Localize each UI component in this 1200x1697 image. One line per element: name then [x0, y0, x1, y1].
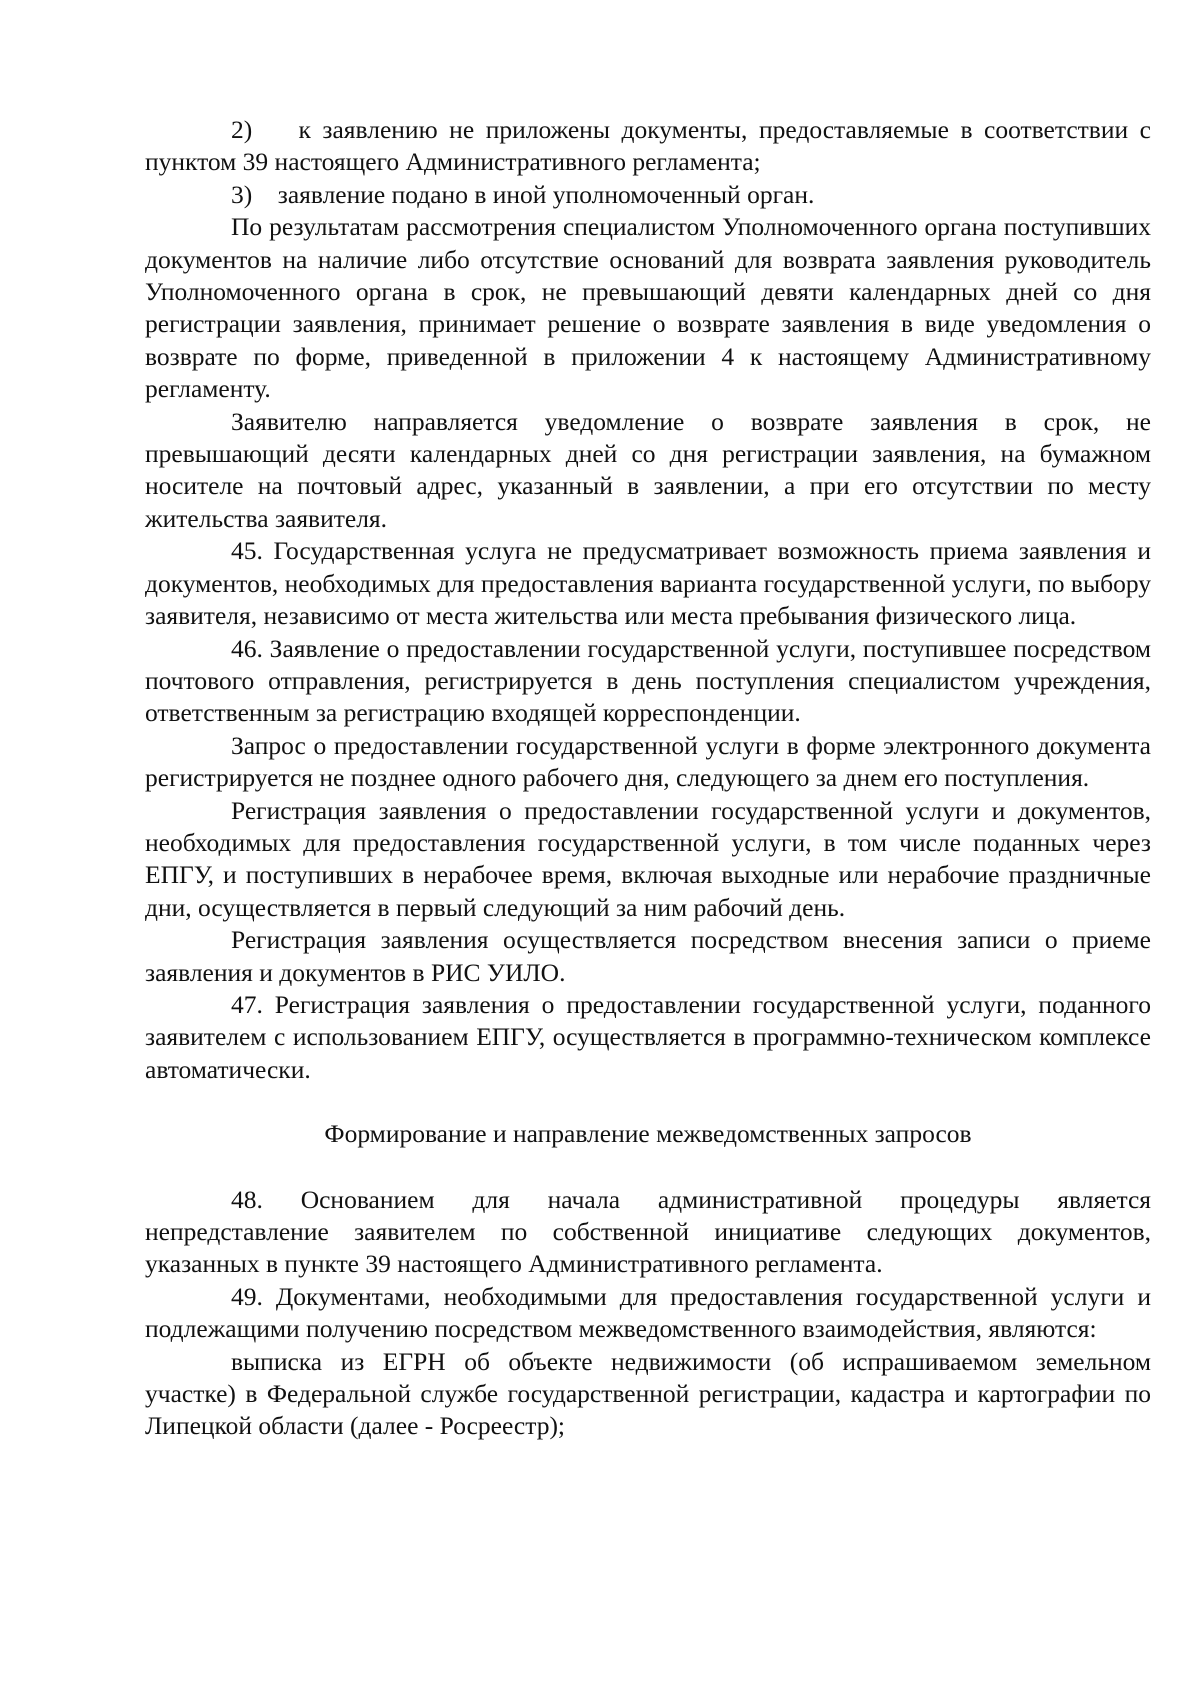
paragraph-47: 47. Регистрация заявления о предоставлении государственной услуги, поданного заявителем с использованием ЕПГУ, осуществляется в программно-техническом комплексе автоматически. — [145, 989, 1151, 1084]
paragraph-45: 45. Государственная услуга не предусматривает возможность приема заявления и документов, необходимых для предоставления варианта государственной услуги, по выбору заявителя, независимо от места жительства или места пребывания физического лица. — [145, 536, 1151, 631]
paragraph-48: 48. Основанием для начала административной процедуры является непредставление заявителем по собственной инициативе следующих документов, указанных в пункте 39 настоящего Административного регламента. — [145, 1184, 1151, 1279]
section-heading: Формирование и направление межведомственных запросов — [324, 1119, 972, 1149]
paragraph-return-notice: Заявителю направляется уведомление о возврате заявления в срок, не превышающий десяти календарных дней со дня регистрации заявления, на бумажном носителе на почтовый адрес, указанный в заявлении, а при его отсутствии по месту жительства заявителя. — [145, 406, 1151, 533]
paragraph-item-3: 3) заявление подано в иной уполномоченный орган. — [231, 179, 815, 209]
paragraph-electronic-request: Запрос о предоставлении государственной услуги в форме электронного документа регистрируется не позднее одного рабочего дня, следующего за днем его поступления. — [145, 730, 1151, 793]
document-body — [145, 114, 1151, 1443]
paragraph-46: 46. Заявление о предоставлении государственной услуги, поступившее посредством почтового отправления, регистрируется в день поступления специалистом учреждения, ответственным за регистрацию входящей корреспонденции. — [145, 633, 1151, 728]
paragraph-registration-ris: Регистрация заявления осуществляется посредством внесения записи о приеме заявления и документов в РИС УИЛО. — [145, 925, 1151, 987]
paragraph-item-2: 2) к заявлению не приложены документы, предоставляемые в соответствии с пунктом 39 настоящего Административного регламента; — [145, 115, 1151, 177]
paragraph-review-results: По результатам рассмотрения специалистом Уполномоченного органа поступивших документов на наличие либо отсутствие оснований для возврата заявления руководитель Уполномоченного органа в срок, не превышающий девяти календарных дней со дня регистрации заявления, принимает решение о возврате заявления в виде уведомления о возврате по форме, приведенной в приложении 4 к настоящему Административному регламенту. — [145, 212, 1151, 404]
paragraph-49: 49. Документами, необходимыми для предоставления государственной услуги и подлежащими получению посредством межведомственного взаимодействия, являются: — [145, 1281, 1151, 1344]
paragraph-egrn-extract: выписка из ЕГРН об объекте недвижимости (об испрашиваемом земельном участке) в Федеральной службе государственной регистрации, кадастра и картографии по Липецкой области (далее - Росреестр); — [145, 1346, 1151, 1441]
paragraph-registration-nonworking: Регистрация заявления о предоставлении государственной услуги и документов, необходимых для предоставления государственной услуги, в том числе поданных через ЕПГУ, и поступивших в нерабочее время, включая выходные или нерабочие праздничные дни, осуществляется в первый следующий за ним рабочий день. — [145, 795, 1151, 922]
